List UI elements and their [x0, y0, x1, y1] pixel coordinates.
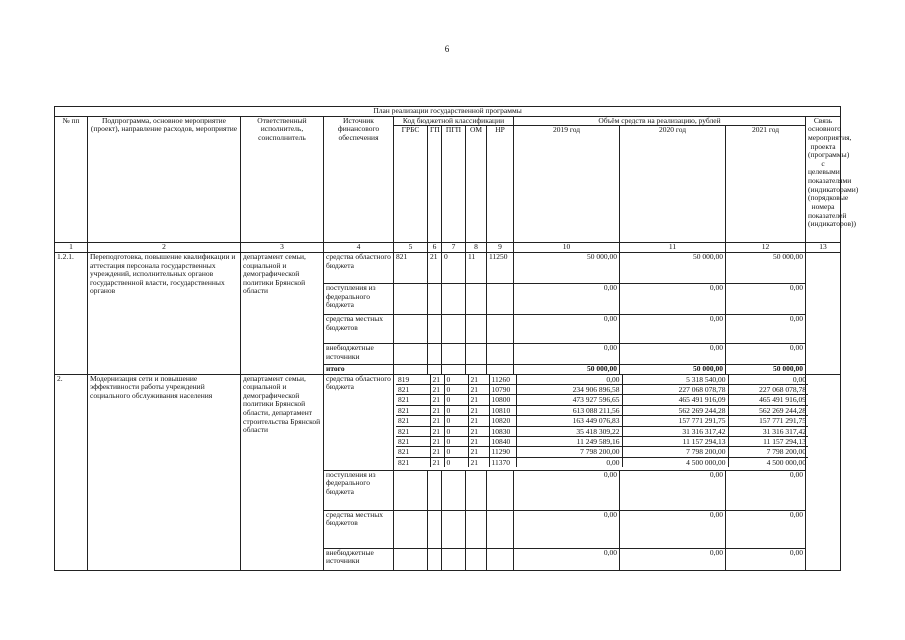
funding-source: средства областного бюджета [324, 374, 394, 470]
amount-2020: 0,00 [620, 510, 726, 548]
amount-2021: 7 798 200,00 [728, 447, 808, 457]
amount-2020: 157 771 291,75 [622, 416, 728, 426]
code-row [396, 375, 808, 385]
amount-2020: 0,00 [620, 470, 726, 510]
code-row [396, 395, 808, 405]
amount-2021: 0,00 [726, 548, 806, 570]
code-row [396, 384, 808, 394]
code-np: 10830 [489, 426, 516, 436]
code-pgp: 0 [444, 426, 468, 436]
amount-2021: 0,00 [726, 510, 806, 548]
amount-2020: 562 269 244,28 [622, 405, 728, 415]
header-2019: 2019 год [514, 126, 620, 243]
amount-2020: 5 318 540,00 [622, 375, 728, 385]
measure-name: Модернизация сети и повышение эффективности работы учреждений социального обслуживания населения [88, 374, 241, 570]
code-om: 21 [468, 416, 489, 426]
code-grbs: 821 [396, 457, 430, 467]
code-pgp: 0 [444, 436, 468, 446]
code-breakdown-table [396, 375, 808, 468]
column-number: 8 [466, 243, 487, 253]
amount-2019: 0,00 [516, 375, 622, 385]
code-om: 21 [468, 375, 489, 385]
amount-2019: 11 249 589,16 [516, 436, 622, 446]
header-gp: ГП [428, 126, 442, 243]
code-gp: 21 [430, 426, 444, 436]
amount-2020: 0,00 [620, 314, 726, 343]
code-om: 11 [466, 252, 487, 283]
code-grbs: 819 [396, 375, 430, 385]
code-om: 21 [468, 395, 489, 405]
code-gp: 21 [428, 252, 442, 283]
column-number: 11 [620, 243, 726, 253]
code-np: 11370 [489, 457, 516, 467]
code-np: 10820 [489, 416, 516, 426]
amount-2019: 234 906 896,58 [516, 384, 622, 394]
header-pgp: ПГП [442, 126, 466, 243]
column-number: 10 [514, 243, 620, 253]
amount-2021: 0,00 [726, 283, 806, 314]
responsible-executor: департамент семьи, социальной и демографической политики Брянской области, департамент строительства Брянской области [241, 374, 324, 570]
amount-2020: 0,00 [620, 343, 726, 364]
code-row [396, 457, 808, 467]
code-row [396, 447, 808, 457]
amount-2020: 31 316 317,42 [622, 426, 728, 436]
code-om: 21 [468, 457, 489, 467]
amount-2021: 31 316 317,42 [728, 426, 808, 436]
amount-2019: 35 418 309,22 [516, 426, 622, 436]
code-pgp: 0 [444, 416, 468, 426]
amount-2021: 227 068 078,78 [728, 384, 808, 394]
total-2021: 50 000,00 [726, 364, 806, 374]
code-np: 10840 [489, 436, 516, 446]
indicator-link [806, 252, 841, 374]
column-number: 9 [487, 243, 514, 253]
code-grbs: 821 [396, 395, 430, 405]
column-number: 13 [806, 243, 841, 253]
amount-2020: 7 798 200,00 [622, 447, 728, 457]
code-gp: 21 [430, 384, 444, 394]
code-gp: 21 [430, 375, 444, 385]
code-np: 11290 [489, 447, 516, 457]
code-row [396, 436, 808, 446]
code-pgp: 0 [444, 447, 468, 457]
header-source: Источник финансового обеспечения [324, 116, 394, 243]
header-num: № пп [55, 116, 88, 243]
code-np: 11250 [487, 252, 514, 283]
code-np: 10810 [489, 405, 516, 415]
column-number: 6 [428, 243, 442, 253]
amount-2019: 50 000,00 [514, 252, 620, 283]
row-number: 2. [55, 374, 88, 570]
amount-2019: 0,00 [514, 283, 620, 314]
indicator-link [806, 374, 841, 570]
code-np: 10800 [489, 395, 516, 405]
amount-2021: 0,00 [726, 314, 806, 343]
code-gp: 21 [430, 405, 444, 415]
amount-2020: 227 068 078,78 [622, 384, 728, 394]
header-om: ОМ [466, 126, 487, 243]
code-np: 11260 [489, 375, 516, 385]
code-gp: 21 [430, 395, 444, 405]
amount-2021: 4 500 000,00 [766, 457, 806, 467]
code-row [396, 405, 808, 415]
responsible-executor: департамент семьи, социальной и демографической политики Брянской области [241, 252, 324, 374]
code-row [396, 426, 808, 436]
funding-source: внебюджетные источники [324, 548, 394, 570]
amount-2019: 0,00 [516, 457, 622, 467]
header-2020: 2020 год [620, 126, 726, 243]
header-responsible: Ответственный исполнитель, соисполнитель [241, 116, 324, 243]
code-grbs: 821 [394, 252, 428, 283]
amount-2020: 4 500 000,00 [622, 457, 728, 467]
header-subprogram: Подпрограмма, основное мероприятие (проект), направление расходов, мероприятие [88, 116, 241, 243]
row-number: 1.2.1. [55, 252, 88, 374]
amount-2021: 465 491 916,09 [728, 395, 808, 405]
header-link: Связь основного мероприятия, проекта (программы) с целевыми показателями (индикаторами) (порядковые номера показателей (индикаторов)) [806, 116, 841, 243]
amount-2021: 562 269 244,28 [728, 405, 808, 415]
funding-source: внебюджетные источники [324, 343, 394, 364]
amount-2019: 0,00 [514, 510, 620, 548]
header-volume: Объём средств на реализацию, рублей [514, 116, 806, 126]
amount-2021: 11 157 294,13 [728, 436, 808, 446]
code-pgp: 0 [444, 395, 468, 405]
code-np: 10790 [489, 384, 516, 394]
amount-2019: 0,00 [514, 470, 620, 510]
code-pgp: 0 [444, 384, 468, 394]
code-grbs: 821 [396, 436, 430, 446]
code-om: 21 [468, 384, 489, 394]
amount-2020: 50 000,00 [620, 252, 726, 283]
amount-2020: 0,00 [620, 548, 726, 570]
amount-2020: 11 157 294,13 [622, 436, 728, 446]
table-title: План реализации государственной программы [55, 107, 841, 117]
column-number: 2 [88, 243, 241, 253]
amount-2019: 0,00 [514, 314, 620, 343]
code-breakdown [394, 374, 806, 470]
program-plan-table [54, 106, 859, 571]
total-2020: 50 000,00 [620, 364, 726, 374]
column-numbers-row [55, 243, 841, 253]
total-2019: 50 000,00 [514, 364, 620, 374]
amount-2019: 613 088 211,56 [516, 405, 622, 415]
column-number: 7 [442, 243, 466, 253]
header-2021: 2021 год [726, 126, 806, 243]
funding-source: поступления из федерального бюджета [324, 470, 394, 510]
column-number: 3 [241, 243, 324, 253]
code-om: 21 [468, 426, 489, 436]
amount-2021: 50 000,00 [726, 252, 806, 283]
code-grbs: 821 [396, 384, 430, 394]
amount-2021: 0,00 [726, 470, 806, 510]
code-grbs: 821 [396, 426, 430, 436]
code-pgp: 0 [444, 457, 468, 467]
code-pgp: 0 [444, 405, 468, 415]
funding-source: средства местных бюджетов [324, 510, 394, 548]
funding-source: средства местных бюджетов [324, 314, 394, 343]
amount-2020: 465 491 916,09 [622, 395, 728, 405]
code-pgp: 0 [444, 375, 468, 385]
code-gp: 21 [430, 416, 444, 426]
column-number: 12 [726, 243, 806, 253]
code-om: 21 [468, 405, 489, 415]
code-grbs: 821 [396, 447, 430, 457]
table-row [55, 374, 841, 470]
amount-2019: 0,00 [514, 548, 620, 570]
page-number: 6 [444, 44, 450, 54]
column-number: 4 [324, 243, 394, 253]
funding-source: поступления из федерального бюджета [324, 283, 394, 314]
funding-source: средства областного бюджета [324, 252, 394, 283]
table-row [55, 252, 841, 283]
amount-2021: 0,00 [726, 343, 806, 364]
column-number: 5 [394, 243, 428, 253]
measure-name: Переподготовка, повышение квалификации и аттестация персонала государственных учреждений, исполнительных органов государственной власти, государственных органов [88, 252, 241, 374]
code-grbs: 821 [396, 405, 430, 415]
header-np: НР [487, 126, 514, 243]
code-gp: 21 [430, 436, 444, 446]
amount-2019: 0,00 [514, 343, 620, 364]
code-row [396, 416, 808, 426]
amount-2019: 7 798 200,00 [516, 447, 622, 457]
code-grbs: 821 [396, 416, 430, 426]
code-om: 21 [468, 447, 489, 457]
amount-2019: 163 449 076,83 [516, 416, 622, 426]
amount-2021: 0,00 [728, 375, 808, 385]
amount-2019: 473 927 596,65 [516, 395, 622, 405]
amount-2021: 157 771 291,75 [728, 416, 808, 426]
code-gp: 21 [430, 447, 444, 457]
code-pgp: 0 [442, 252, 466, 283]
code-gp: 21 [430, 457, 444, 467]
amount-2020: 0,00 [620, 283, 726, 314]
column-number: 1 [55, 243, 88, 253]
code-om: 21 [468, 436, 489, 446]
header-budget-code: Код бюджетной классификации [394, 116, 514, 126]
header-grbs: ГРБС [394, 126, 428, 243]
total-label: итого [324, 364, 394, 374]
